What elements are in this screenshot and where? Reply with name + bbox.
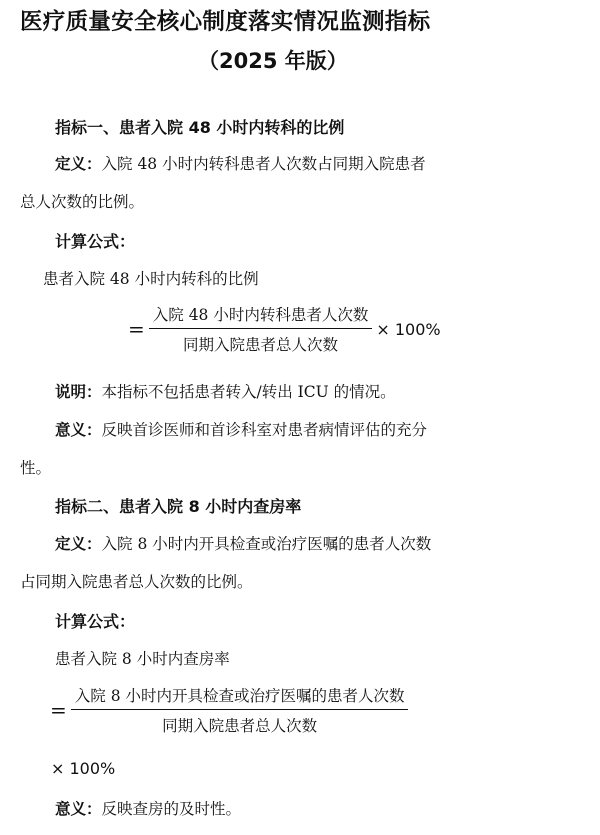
- document-title: 医疗质量安全核心制度落实情况监测指标: [20, 9, 431, 35]
- numerator: 入院 48 小时内转科患者人次数: [152, 306, 369, 324]
- indicator1-heading: 指标一、患者入院 48 小时内转科的比例: [55, 118, 345, 137]
- denominator: 同期入院患者总人次数: [183, 336, 339, 355]
- indicator1-note: [55, 380, 396, 402]
- indicator2-meaning: [55, 797, 241, 819]
- meaning-label: 意义：: [55, 800, 102, 818]
- numerator: 入院 8 小时内开具检查或治疗医嘱的患者人次数: [74, 687, 405, 705]
- definition-label: 定义：: [55, 155, 102, 173]
- denominator: 同期入院患者总人次数: [162, 717, 318, 736]
- indicator1-formula: [128, 303, 441, 355]
- indicator2-formula-lhs: 患者入院 8 小时内查房率: [55, 650, 230, 668]
- indicator1-meaning: [55, 418, 427, 440]
- note-label: 说明：: [55, 383, 102, 401]
- fraction-bar: [149, 328, 373, 329]
- times-100-percent: × 100%: [376, 319, 441, 339]
- indicator1-definition-cont: 总人次数的比例。: [20, 193, 145, 211]
- indicator2-times-100-percent: × 100%: [51, 759, 116, 778]
- meaning-text: 反映首诊医师和首诊科室对患者病情评估的充分: [101, 421, 428, 439]
- definition-text: 入院 8 小时内开具检查或治疗医嘱的患者人次数: [101, 535, 432, 553]
- note-text: 本指标不包括患者转入/转出 ICU 的情况。: [101, 383, 396, 401]
- definition-text: 入院 48 小时内转科患者人次数占同期入院患者: [101, 155, 426, 173]
- indicator2-definition-cont: 占同期入院患者总人次数的比例。: [20, 573, 253, 591]
- indicator2-formula-label: 计算公式：: [55, 612, 136, 631]
- indicator1-formula-label: 计算公式：: [55, 232, 136, 251]
- definition-label: 定义：: [55, 535, 102, 553]
- indicator2-formula: [50, 684, 408, 736]
- indicator2-definition: [55, 532, 431, 554]
- indicator1-meaning-cont: 性。: [20, 459, 52, 477]
- indicator1-formula-lhs: 患者入院 48 小时内转科的比例: [43, 270, 259, 288]
- indicator2-heading: 指标二、患者入院 8 小时内查房率: [55, 497, 302, 516]
- indicator1-definition: [55, 152, 426, 174]
- fraction: [149, 303, 373, 355]
- fraction: [71, 684, 409, 736]
- meaning-label: 意义：: [55, 421, 102, 439]
- equals-sign: =: [128, 317, 145, 342]
- meaning-text: 反映查房的及时性。: [101, 800, 242, 818]
- equals-sign: =: [50, 698, 67, 723]
- fraction-bar: [71, 709, 409, 710]
- document-subtitle: （2025 年版）: [198, 49, 348, 73]
